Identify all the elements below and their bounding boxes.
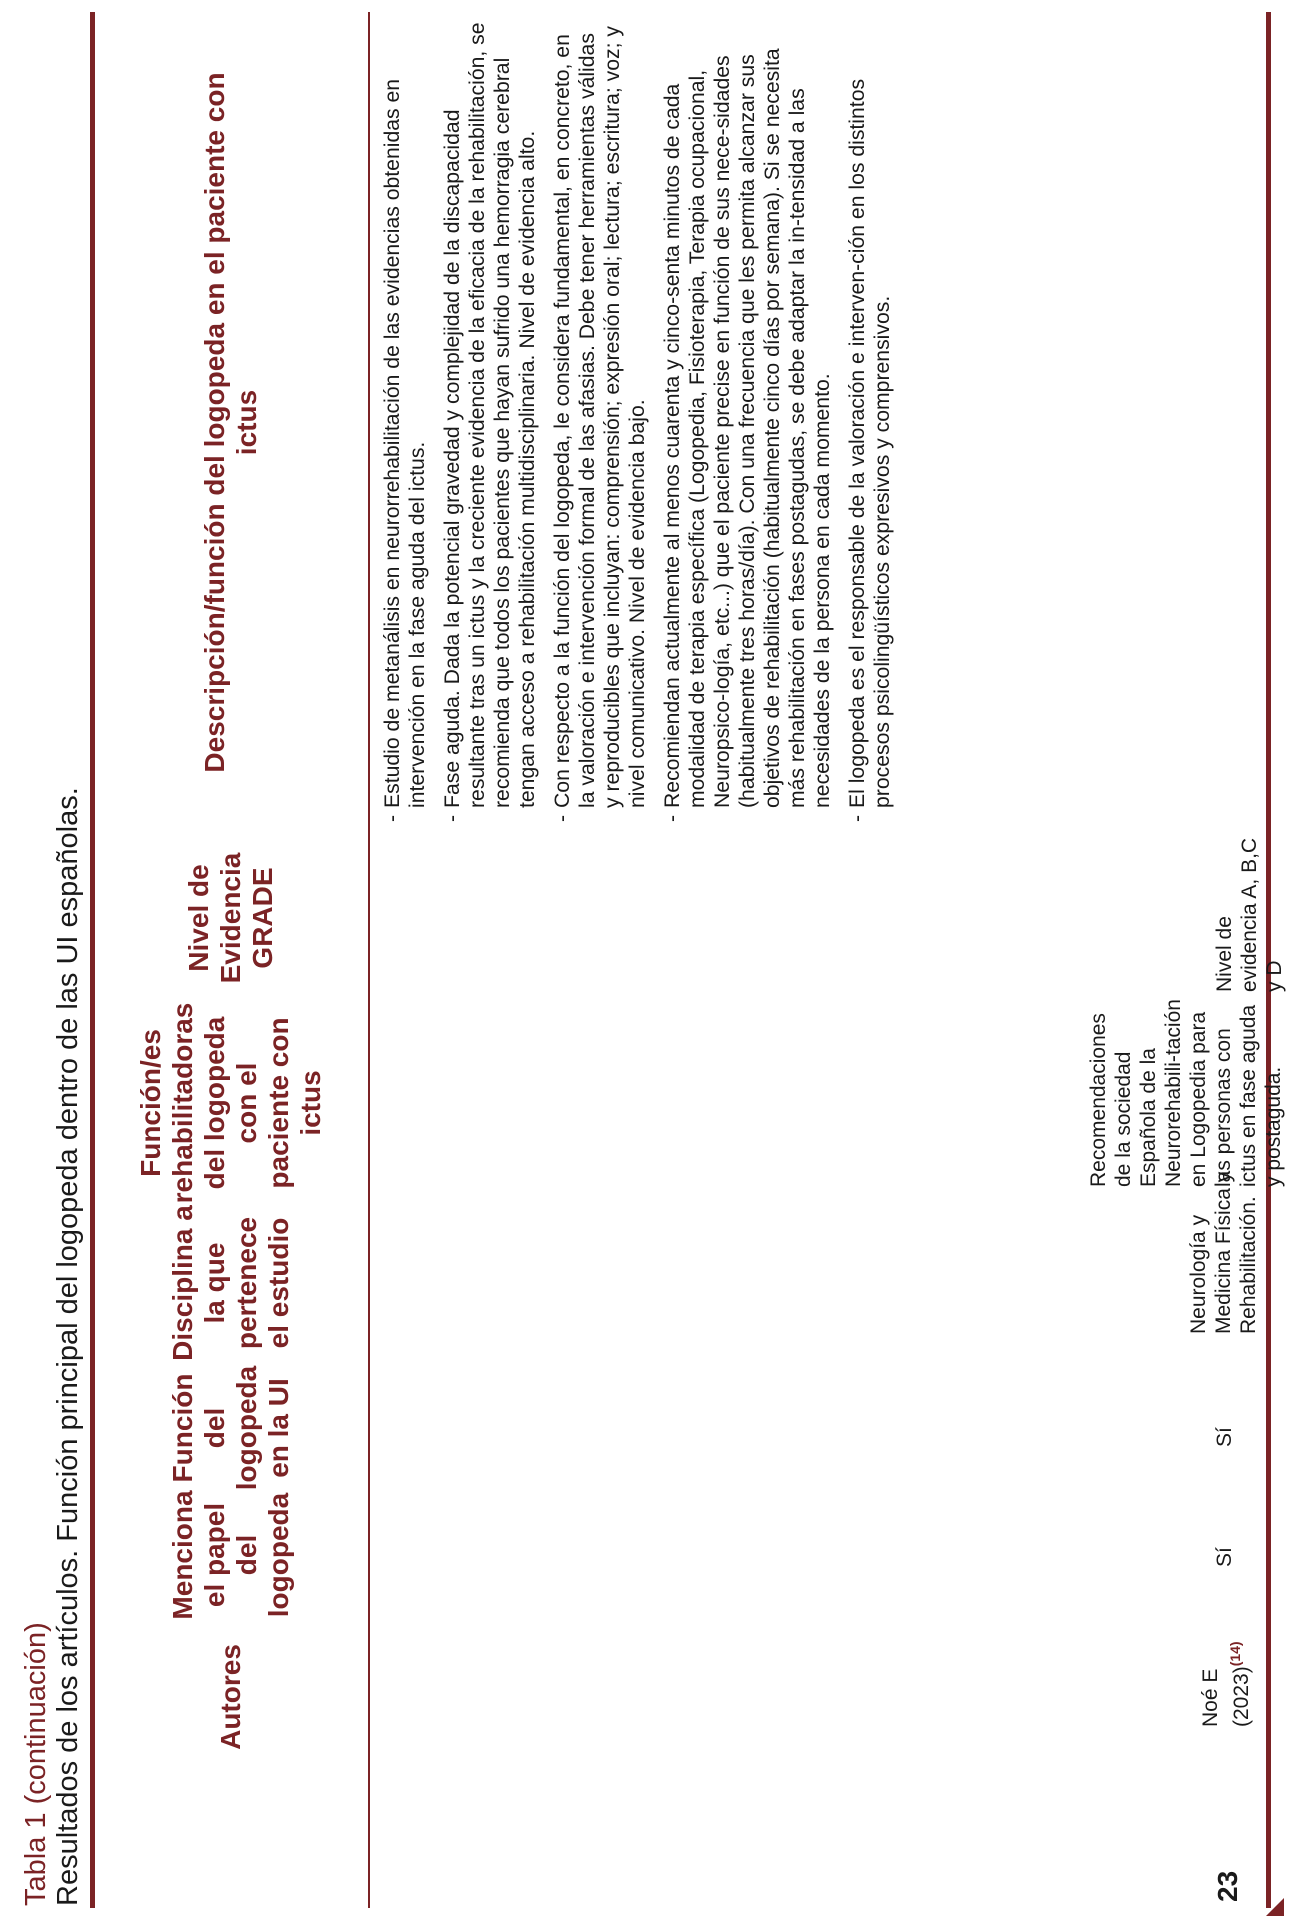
header-disciplina: Disciplina a la que pertenece el estudio [167,1205,294,1361]
desc-item: - Fase aguda. Dada la potencial gravedad y complejidad de la discapacidad resultante tras un ictus y la creciente evidencia de la eficacia de la rehabilitación, se recomienda que todos los pacientes que hayan sufrido una hemorragia cerebral tengan acceso a rehabilitación multidisciplinaria. Nivel de evidencia alto. [440,22,540,822]
table-caption-label: Tabla 1 (continuación) [20,1622,52,1906]
row-autor [1198,1607,1254,1727]
header-nivel: Nivel de Evidencia GRADE [183,852,278,984]
header-funciones-rehab: Función/es rehabilitadoras del logopeda con el paciente con ictus [135,1002,326,1204]
corner-triangle-icon [1266,1898,1284,1916]
header-funcion-ui: Función del logopeda en la UI [167,1365,294,1491]
autor-ref[interactable]: (14) [1227,1641,1243,1667]
row-funcion-ui: Sí [1213,1427,1236,1447]
row-disciplina: Neurología y Medicina Física y Rehabilitación. [1187,1171,1260,1334]
desc-item: - Con respecto a la función del logopeda, le considera fundamental, en concreto, en la valoración e intervención formal de las afasias. Debe tener herramientas válidas y reproducibles que incluyan: comprensión; expresión oral; lectura; escritura; voz; y nivel comunicativo. Nivel de evidencia bajo. [550,22,650,822]
autor-name: Noé E (2023) [1199,1666,1253,1727]
row-nivel: Nivel de evidencia A, B,C y D [1213,837,1286,992]
row-funciones-rehab: Recomendaciones de la sociedad Española de la Neurorehabili-tación en Logopedia para las personas con ictus en fase aguda y postaguda. [1087,999,1285,1187]
top-rule [90,12,95,1908]
desc-item: - Estudio de metanálisis en neurorrehabilitación de las evidencias obtenidas en intervención en la fase aguda del ictus. [380,22,430,822]
row-descripcion [380,22,905,822]
desc-item: - El logopeda es el responsable de la valoración e interven-ción en los distintos procesos psicolingüísticos expresivos y comprensivos. [845,22,895,822]
header-menciona: Menciona el papel del logopeda [167,1490,294,1620]
desc-item: - Recomiendan actualmente al menos cuarenta y cinco-senta minutos de cada modalidad de terapia específica (Logopedia, Fisioterapia, Terapia ocupacional, Neuropsico-logía, etc...) que el paciente precise en función de sus nece-sidades (habitualmente tres horas/día). Con una frecuencia que les permita alcanzar sus objetivos de rehabilitación (habitualmente cinco días por semana). Si se necesita más rehabilitación en fases postagudas, se debe adaptar la in-tensidad a las necesidades de la persona en cada momento. [660,22,835,822]
header-rule [368,12,370,1908]
row-number: 23 [1212,1870,1243,1902]
header-autores: Autores [215,1644,246,1750]
table-caption-title: Resultados de los artículos. Función principal del logopeda dentro de las UI españolas. [52,787,84,1906]
row-menciona: Sí [1213,1547,1236,1567]
header-descripcion: Descripción/función del logopeda en el paciente con ictus [199,72,262,773]
